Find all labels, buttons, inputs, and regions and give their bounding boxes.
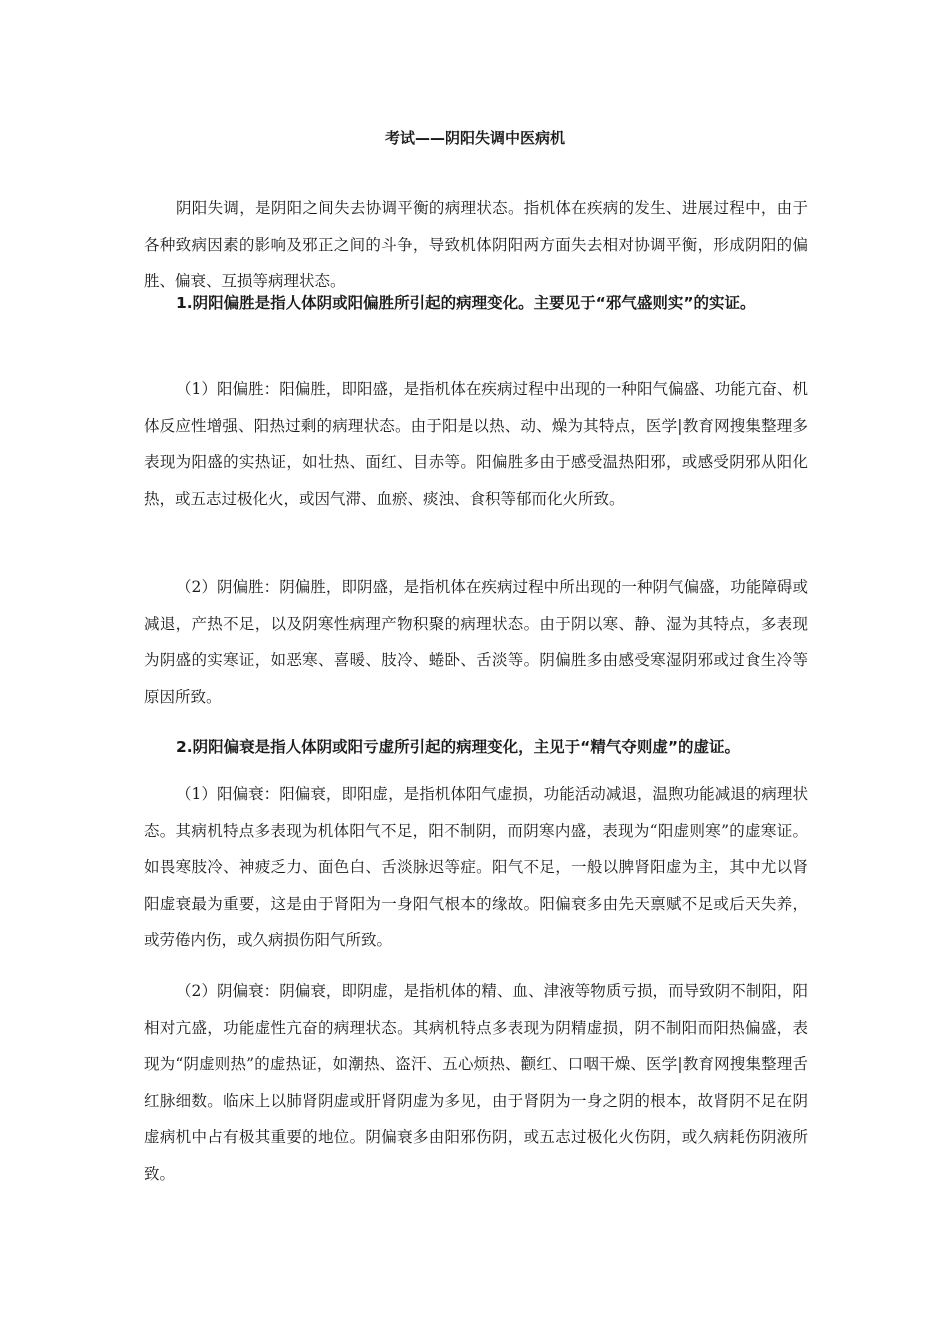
section1-paragraph-yang-excess: （1）阳偏胜：阳偏胜，即阳盛，是指机体在疾病过程中出现的一种阳气偏盛、功能亢奋、机体反应性增强、阳热过剩的病理状态。由于阳是以热、动、燥为其特点，医学|教育网搜集整理多表现为阳盛的实热证，如壮热、面红、目赤等。阳偏胜多由于感受温热阳邪，或感受阴邪从阳化热，或五志过极化火，或因气滞、血瘀、痰浊、食积等郁而化火所致。 <box>144 380 808 508</box>
intro-paragraph: 阴阳失调，是阴阳之间失去协调平衡的病理状态。指机体在疾病的发生、进展过程中，由于各种致病因素的影响及邪正之间的斗争，导致机体阴阳两方面失去相对协调平衡，形成阴阳的偏胜、偏衰、互损等病理状态。 <box>144 199 808 290</box>
section2-heading: 2.阴阳偏衰是指人体阴或阳亏虚所引起的病理变化，主见于“精气夺则虚”的虚证。 <box>176 738 741 756</box>
section2-paragraph-yang-deficiency: （1）阳偏衰：阳偏衰，即阳虚，是指机体阳气虚损，功能活动减退，温煦功能减退的病理状态。其病机特点多表现为机体阳气不足，阳不制阴，而阴寒内盛，表现为“阳虚则寒”的虚寒证。如畏寒肢冷、神疲乏力、面色白、舌淡脉迟等症。阳气不足，一般以脾肾阳虚为主，其中尤以肾阳虚衰最为重要，这是由于肾阳为一身阳气根本的缘故。阳偏衰多由先天禀赋不足或后天失养，或劳倦内伤，或久病损伤阳气所致。 <box>144 785 808 949</box>
document-title: 考试——阴阳失调中医病机 <box>384 129 565 147</box>
section1-paragraph-yin-excess: （2）阴偏胜：阴偏胜，即阴盛，是指机体在疾病过程中所出现的一种阴气偏盛，功能障碍或减退，产热不足，以及阴寒性病理产物积聚的病理状态。由于阴以寒、静、湿为其特点，多表现为阴盛的实寒证，如恶寒、喜暖、肢冷、蜷卧、舌淡等。阴偏胜多由感受寒湿阴邪或过食生冷等原因所致。 <box>144 578 808 706</box>
section2-paragraph-yin-deficiency: （2）阴偏衰：阴偏衰，即阴虚，是指机体的精、血、津液等物质亏损，而导致阴不制阳，阳相对亢盛，功能虚性亢奋的病理状态。其病机特点多表现为阴精虚损，阴不制阳而阳热偏盛，表现为“阴虚则热”的虚热证，如潮热、盗汗、五心烦热、颧红、口咽干燥、医学|教育网搜集整理舌红脉细数。临床上以肺肾阴虚或肝肾阴虚为多见，由于肾阴为一身之阴的根本，故肾阴不足在阴虚病机中占有极其重要的地位。阴偏衰多由阳邪伤阴，或五志过极化火伤阴，或久病耗伤阴液所致。 <box>144 982 808 1183</box>
section1-heading: 1.阴阳偏胜是指人体阴或阳偏胜所引起的病理变化。主要见于“邪气盛则实”的实证。 <box>176 294 756 312</box>
